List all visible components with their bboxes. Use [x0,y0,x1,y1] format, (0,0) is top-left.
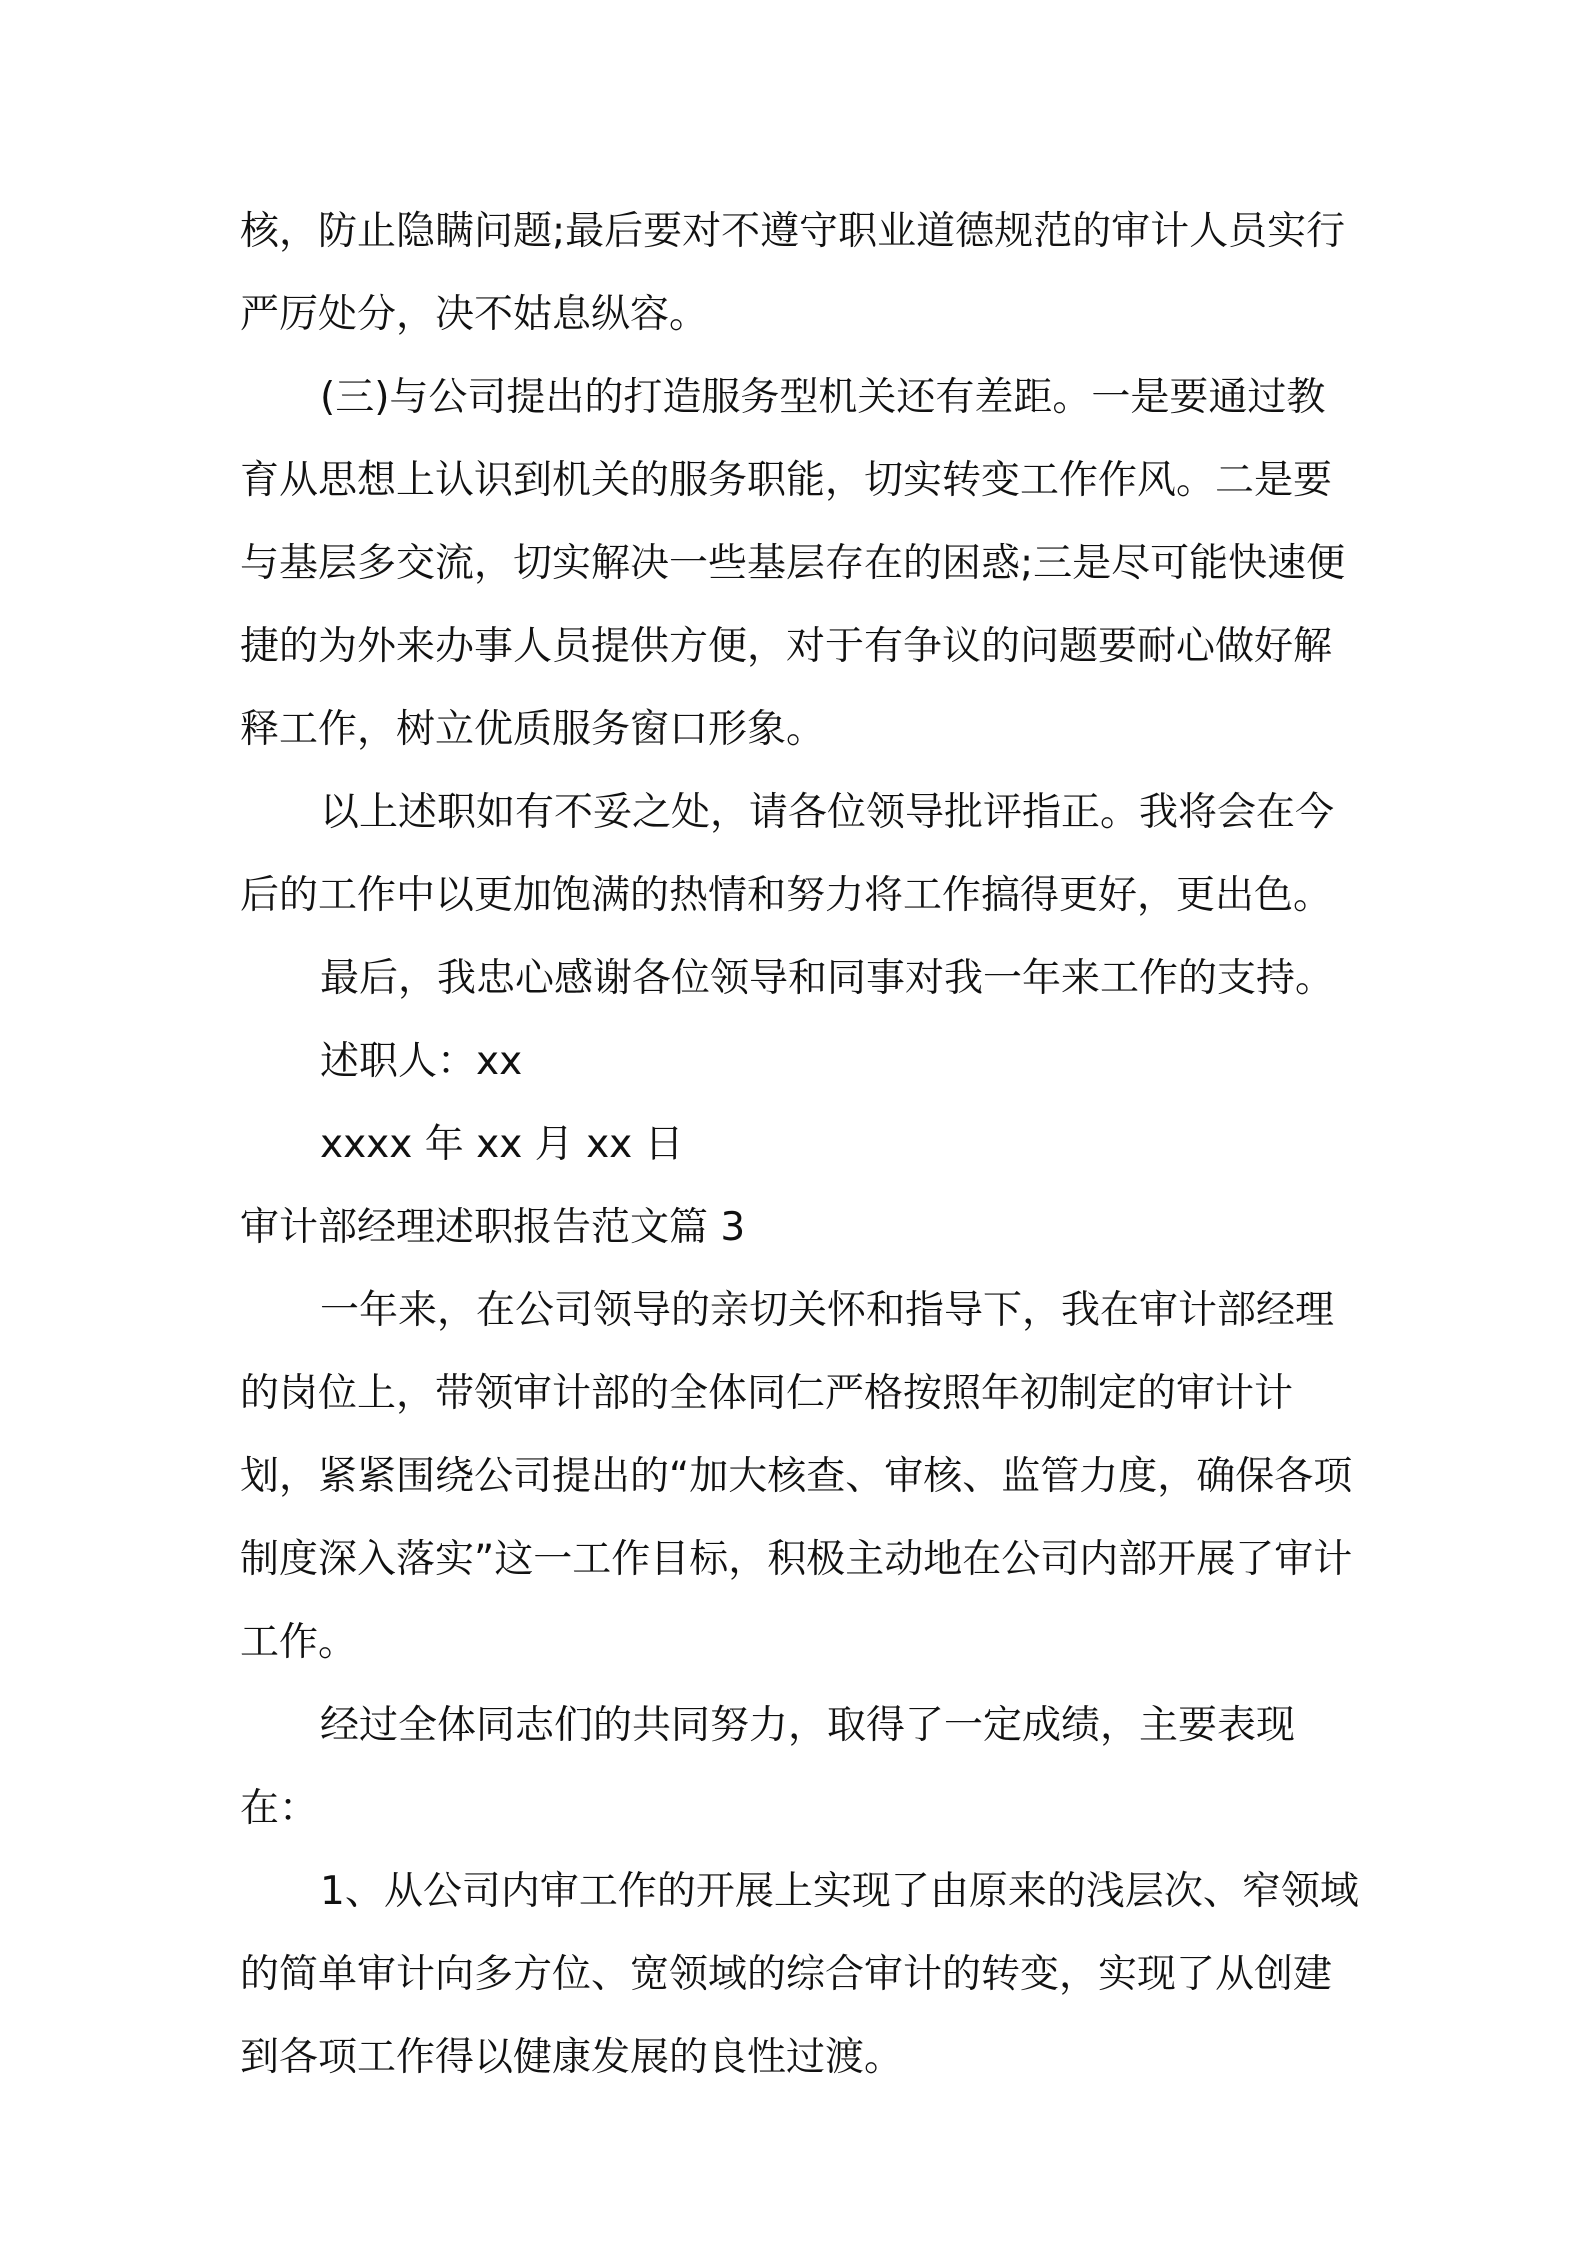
paragraph: 核，防止隐瞒问题;最后要对不遵守职业道德规范的审计人员实行严厉处分，决不姑息纵容。 [240,209,1346,337]
paragraph: 以上述职如有不妥之处，请各位领导批评指正。我将会在今后的工作中以更加饱满的热情和努力将工作搞得更好，更出色。 [240,790,1335,918]
section-heading: 审计部经理述职报告范文篇 3 [240,1205,746,1250]
date-line: xxxx 年 xx 月 xx 日 [320,1122,684,1167]
paragraph: 1、从公司内审工作的开展上实现了由原来的浅层次、窄领域的简单审计向多方位、宽领域的综合审计的转变，实现了从创建到各项工作得以健康发展的良性过渡。 [240,1869,1359,2080]
paragraph: (三)与公司提出的打造服务型机关还有差距。一是要通过教育从思想上认识到机关的服务职能，切实转变工作作风。二是要与基层多交流，切实解决一些基层存在的困惑;三是尽可能快速便捷的为外来办事人员提供方便，对于有争议的问题要耐心做好解释工作，树立优质服务窗口形象。 [240,375,1346,752]
paragraph: 最后，我忠心感谢各位领导和同事对我一年来工作的支持。 [320,956,1335,1001]
paragraph: 一年来，在公司领导的亲切关怀和指导下，我在审计部经理的岗位上，带领审计部的全体同仁严格按照年初制定的审计计划，紧紧围绕公司提出的“加大核查、审核、监管力度，确保各项制度深入落实”这一工作目标，积极主动地在公司内部开展了审计工作。 [240,1288,1353,1665]
document-body [240,190,1360,2099]
paragraph: 经过全体同志们的共同努力，取得了一定成绩，主要表现在： [240,1703,1296,1831]
signature-line: 述职人：xx [320,1039,523,1084]
